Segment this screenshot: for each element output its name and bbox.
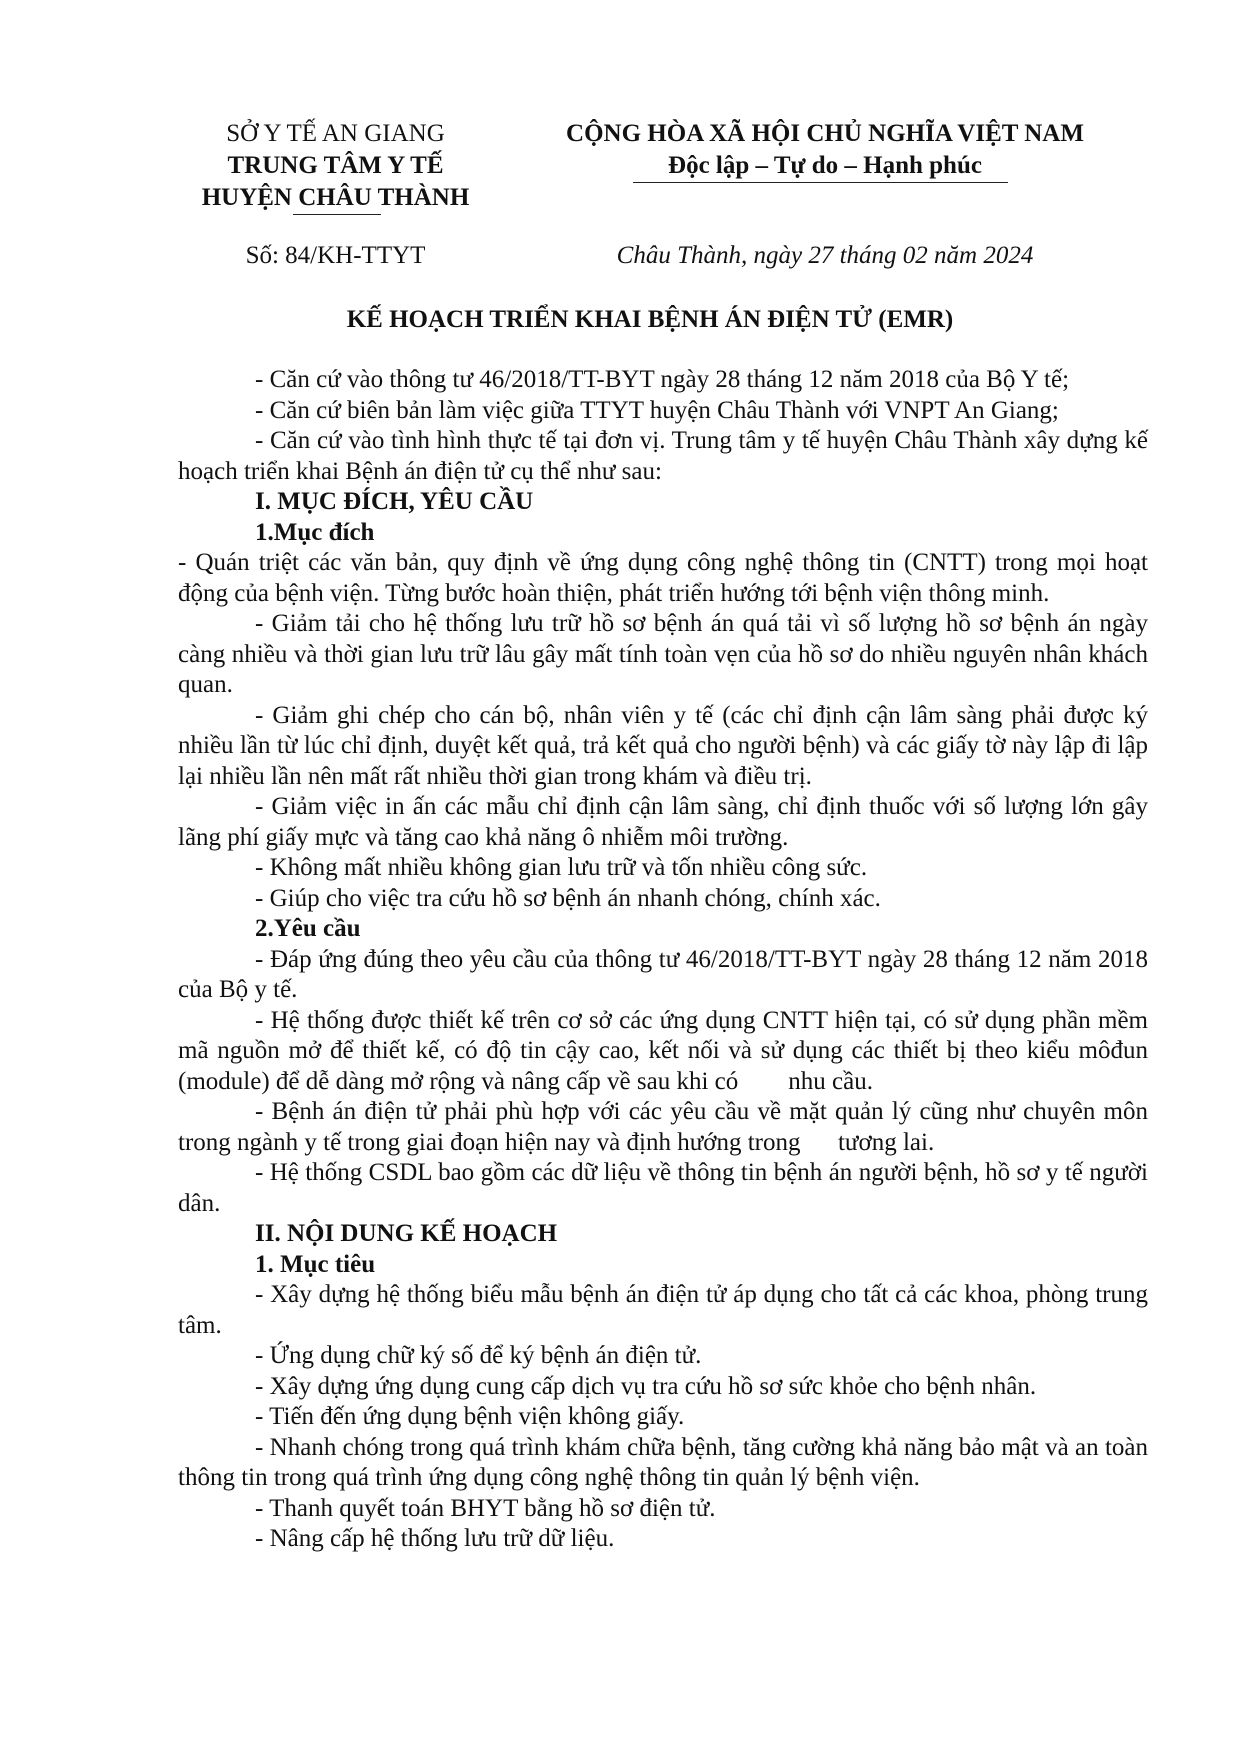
goal-item: - Ứng dụng chữ ký số để ký bệnh án điện tử. [255,1342,702,1369]
goal-item: - Xây dựng hệ thống biểu mẫu bệnh án điện tử áp dụng cho tất cả các khoa, phòng trung tâm. [178,1281,1148,1339]
document-body [178,365,1155,1555]
document-title: KẾ HOẠCH TRIỂN KHAI BỆNH ÁN ĐIỆN TỬ (EMR) [346,306,954,333]
requirement-item: - Đáp ứng đúng theo yêu cầu của thông tư 46/2018/TT-BYT ngày 28 tháng 12 năm 2018 của Bộ y tế. [178,945,1148,1003]
document-number: Số: 84/KH-TTYT [245,242,426,269]
requirement-item: - Hệ thống CSDL bao gồm các dữ liệu về thông tin bệnh án người bệnh, hồ sơ y tế người dân. [178,1159,1148,1217]
national-title: CỘNG HÒA XÃ HỘI CHỦ NGHĨA VIỆT NAM [566,120,1084,147]
purpose-item: - Giảm ghi chép cho cán bộ, nhân viên y tế (các chỉ định cận lâm sàng phải được ký nhiều lần từ lúc chỉ định, duyệt kết quả, trả kết quả cho người bệnh) và các giấy tờ này lập đi lập lại nhiều lần nên mất rất nhiều thời gian trong khám và điều trị. [178,701,1148,790]
section-heading-plan-content: II. NỘI DUNG KẾ HOẠCH [255,1220,558,1247]
legal-basis-1: - Căn cứ vào thông tư 46/2018/TT-BYT ngày 28 tháng 12 năm 2018 của Bộ Y tế; [255,366,1070,393]
requirement-item: - Bệnh án điện tử phải phù hợp với các yêu cầu về mặt quản lý cũng như chuyên môn trong ngành y tế trong giai đoạn hiện nay và định hướng trong tương lai. [178,1098,1155,1156]
national-motto: Độc lập – Tự do – Hạnh phúc [668,152,982,179]
purpose-item: - Giúp cho việc tra cứu hồ sơ bệnh án nhanh chóng, chính xác. [255,884,881,912]
purpose-item: - Không mất nhiều không gian lưu trữ và tốn nhiều công sức. [255,854,868,881]
motto-underline [633,182,1008,183]
legal-basis-3: - Căn cứ vào tình hình thực tế tại đơn vị. Trung tâm y tế huyện Châu Thành xây dựng kế hoạch triển khai Bệnh án điện tử cụ thể như sau: [178,427,1148,485]
goal-item: - Xây dựng ứng dụng cung cấp dịch vụ tra cứu hồ sơ sức khỏe cho bệnh nhân. [255,1372,1037,1400]
subheading-purpose: 1.Mục đích [255,518,375,546]
left-header-underline [293,214,381,215]
legal-basis-2: - Căn cứ biên bản làm việc giữa TTYT huyện Châu Thành với VNPT An Giang; [255,396,1059,424]
purpose-item: - Giảm việc in ấn các mẫu chỉ định cận lâm sàng, chỉ định thuốc với số lượng lớn gây lãng phí giấy mực và tăng cao khả năng ô nhiễm môi trường. [178,793,1148,851]
subheading-requirements: 2.Yêu cầu [255,915,361,942]
goal-item: - Nhanh chóng trong quá trình khám chữa bệnh, tăng cường khả năng bảo mật và an toàn thông tin trong quá trình ứng dụng công nghệ thông tin quản lý bệnh viện. [178,1433,1148,1491]
place-and-date: Châu Thành, ngày 27 tháng 02 năm 2024 [616,242,1034,269]
subheading-goals: 1. Mục tiêu [255,1250,376,1278]
section-heading-purpose-requirements: I. MỤC ĐÍCH, YÊU CẦU [255,488,534,515]
goal-item: - Nâng cấp hệ thống lưu trữ dữ liệu. [255,1525,615,1552]
requirement-item: - Hệ thống được thiết kế trên cơ sở các ứng dụng CNTT hiện tại, có sử dụng phần mềm mã nguồn mở để thiết kế, có độ tin cậy cao, kết nối và sử dụng các thiết bị theo kiểu môđun (module) để dễ dàng mở rộng và nâng cấp về sau khi có nhu cầu. [178,1006,1155,1095]
issuing-agency-parent: SỞ Y TẾ AN GIANG [226,120,445,147]
goal-item: - Tiến đến ứng dụng bệnh viện không giấy. [255,1403,685,1430]
issuing-agency: TRUNG TÂM Y TẾ [227,152,444,179]
purpose-item: - Giảm tải cho hệ thống lưu trữ hồ sơ bệnh án quá tải vì số lượng hồ sơ bệnh án ngày càng nhiều và thời gian lưu trữ lâu gây mất tính toàn vẹn của hồ sơ do nhiều nguyên nhân khách quan. [178,610,1148,698]
goal-item: - Thanh quyết toán BHYT bằng hồ sơ điện tử. [255,1494,716,1522]
purpose-item: - Quán triệt các văn bản, quy định về ứng dụng công nghệ thông tin (CNTT) trong mọi hoạt động của bệnh viện. Từng bước hoàn thiện, phát triển hướng tới bệnh viện thông minh. [178,549,1148,607]
issuing-agency-district: HUYỆN CHÂU THÀNH [201,184,470,211]
